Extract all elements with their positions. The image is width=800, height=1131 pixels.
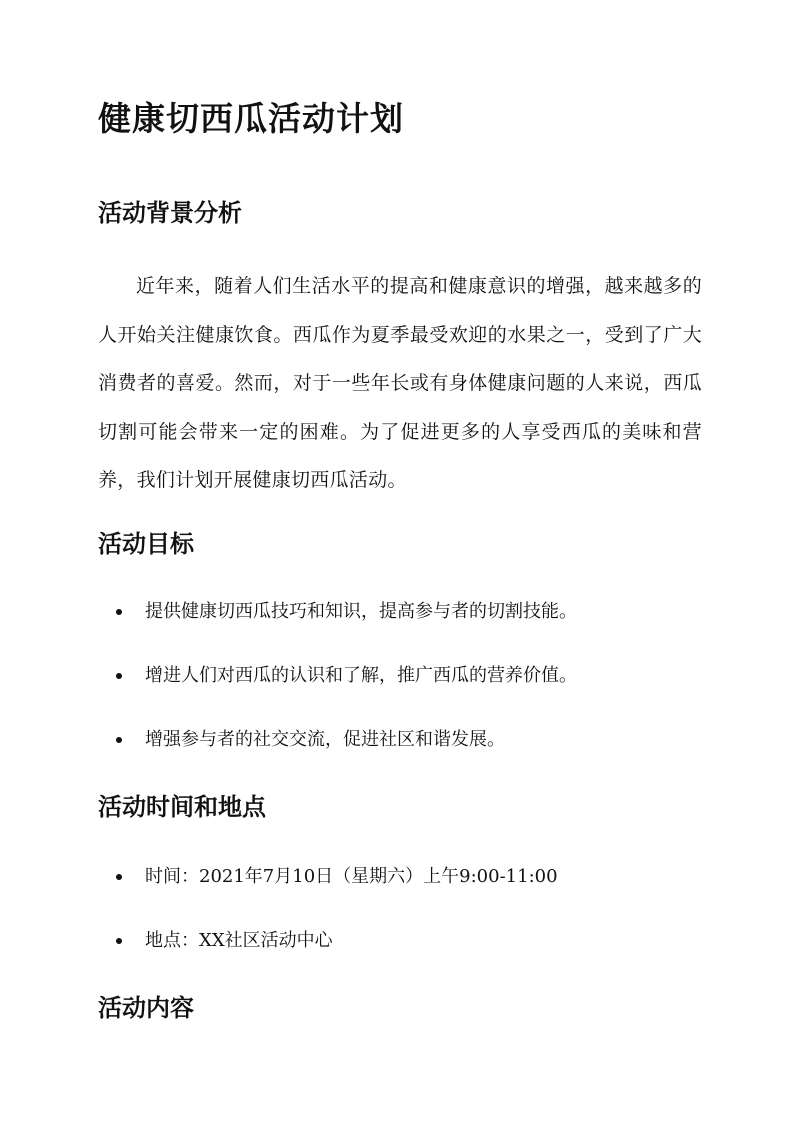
section-heading-background: 活动背景分析 — [98, 198, 242, 227]
bullet-icon — [116, 673, 122, 679]
place-item-text: 地点：XX社区活动中心 — [145, 930, 333, 951]
goal-item-text: 增进人们对西瓜的认识和了解，推广西瓜的营养价值。 — [145, 665, 577, 686]
goal-item-text: 提供健康切西瓜技巧和知识，提高参与者的切割技能。 — [145, 601, 577, 622]
page-title: 健康切西瓜活动计划 — [98, 99, 404, 138]
bullet-icon — [116, 609, 122, 615]
bullet-icon — [116, 737, 122, 743]
section-heading-goals: 活动目标 — [98, 529, 194, 558]
time-item-text: 时间：2021年7月10日（星期六）上午9:00-11:00 — [145, 866, 558, 887]
goal-item-text: 增强参与者的社交交流，促进社区和谐发展。 — [145, 729, 505, 750]
bullet-icon — [116, 938, 122, 944]
section-heading-content: 活动内容 — [98, 993, 194, 1022]
background-paragraph: 近年来，随着人们生活水平的提高和健康意识的增强，越来越多的人开始关注健康饮食。西瓜作为夏季最受欢迎的水果之一，受到了广大消费者的喜爱。然而，对于一些年长或有身体健康问题的人来说，西瓜切割可能会带来一定的困难。为了促进更多的人享受西瓜的美味和营养，我们计划开展健康切西瓜活动。 — [98, 275, 702, 491]
bullet-icon — [116, 874, 122, 880]
section-heading-time-place: 活动时间和地点 — [98, 792, 266, 821]
